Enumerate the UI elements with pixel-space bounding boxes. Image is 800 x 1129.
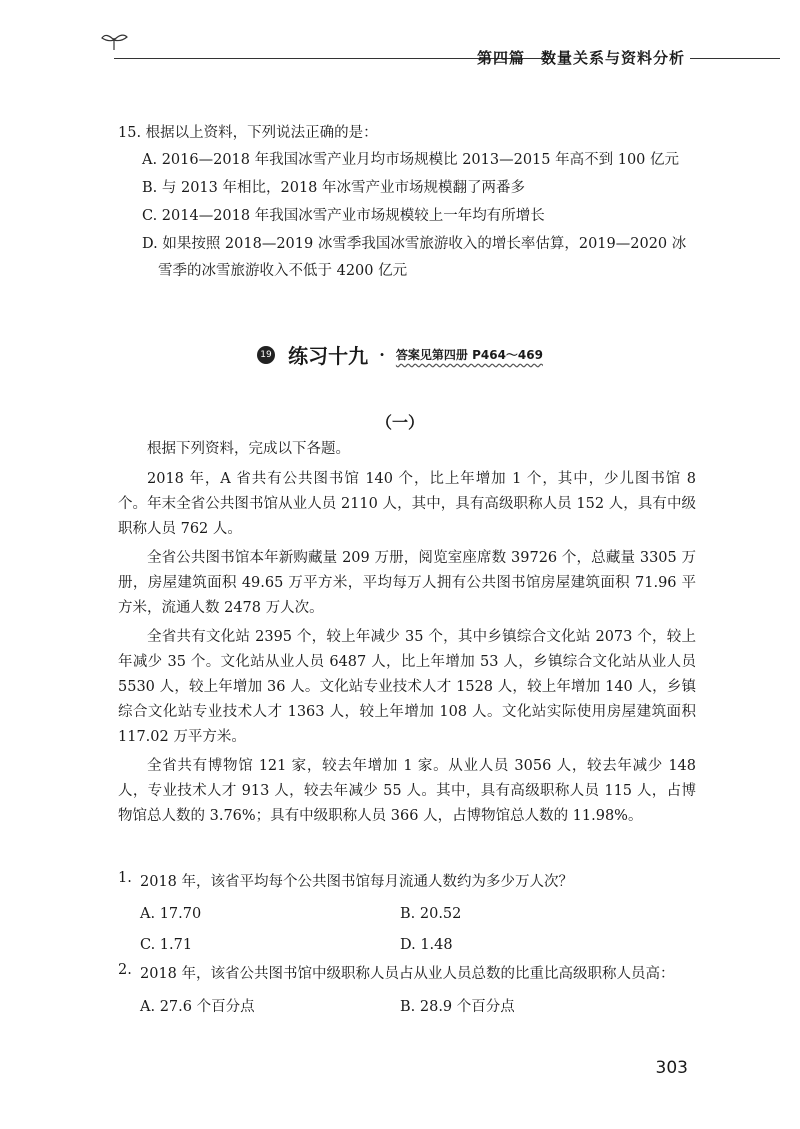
option-d xyxy=(142,234,698,281)
option-d: D. 1.48 xyxy=(400,936,453,953)
question-15-stem: 15. 根据以上资料，下列说法正确的是： xyxy=(118,125,378,141)
passage-intro: 根据下列资料，完成以下各题。 xyxy=(147,441,350,457)
answer-reference: 答案见第四册 P464～469 xyxy=(395,348,543,362)
passage-paragraph: 全省共有博物馆 121 家，较去年增加 1 家。从业人员 3056 人，较去年减少 148 人，专业技术人才 913 人，较去年减少 55 人。其中，具有高级职称人员 115 人，占博物馆总人数的 3.76%；具有中级职称人员 366 人，占博物馆总人数的 11.98%。 xyxy=(118,758,696,824)
exercise-dot: · xyxy=(379,345,385,364)
header-rule-right xyxy=(690,58,780,59)
exercise-badge-icon: 19 xyxy=(257,346,275,364)
question-list xyxy=(118,870,696,1021)
option-b: B. 20.52 xyxy=(400,905,462,922)
passage-paragraph: 2018 年，A 省共有公共图书馆 140 个，比上年增加 1 个，其中，少儿图书馆 8 个。年末全省公共图书馆从业人员 2110 人，其中，具有高级职称人员 152 人，具有中级职称人员 762 人。 xyxy=(118,471,696,537)
question-stem: 2018 年，该省公共图书馆中级职称人员占从业人员总数的比重比高级职称人员高： xyxy=(140,966,675,982)
option-a: A. 27.6 个百分点 xyxy=(140,999,255,1015)
question-number: 2. xyxy=(118,962,132,978)
page-number: 303 xyxy=(655,1058,688,1078)
reading-passage xyxy=(118,437,696,833)
page-header xyxy=(100,28,780,68)
option-b: B. 28.9 个百分点 xyxy=(400,999,515,1015)
question-number: 1. xyxy=(118,870,132,886)
header-title: 第四篇 数量关系与资料分析 xyxy=(476,49,685,67)
question-2 xyxy=(118,962,696,1021)
question-1 xyxy=(118,870,696,960)
exercise-heading xyxy=(0,340,800,369)
option-b: B. 与 2013 年相比，2018 年冰雪产业市场规模翻了两番多 xyxy=(142,180,526,196)
passage-paragraph: 全省公共图书馆本年新购藏量 209 万册，阅览室座席数 39726 个，总藏量 3305 万册，房屋建筑面积 49.65 万平方米，平均每万人拥有公共图书馆房屋建筑面积 71.96 平方米，流通人数 2478 万人次。 xyxy=(118,550,696,616)
exercise-title: 练习十九 xyxy=(288,344,369,368)
option-d-line2: 雪季的冰雪旅游收入不低于 4200 亿元 xyxy=(158,263,408,279)
options xyxy=(140,990,696,1021)
question-15 xyxy=(118,123,698,281)
option-c: C. 2014—2018 年我国冰雪产业市场规模较上一年均有所增长 xyxy=(142,208,545,224)
question-stem: 2018 年，该省平均每个公共图书馆每月流通人数约为多少万人次？ xyxy=(140,874,574,890)
passage-paragraph: 全省共有文化站 2395 个，较上年减少 35 个，其中乡镇综合文化站 2073 个，较上年减少 35 个。文化站从业人员 6487 人，比上年增加 53 人，乡镇综合文化站从业人员 5530 人，较上年增加 36 人。文化站专业技术人才 1528 人，较上年增加 140 人，乡镇综合文化站专业技术人才 1363 人，较上年增加 108 人。文化站实际使用房屋建筑面积 117.02 万平方米。 xyxy=(118,629,696,745)
option-a: A. 2016—2018 年我国冰雪产业月均市场规模比 2013—2015 年高不到 100 亿元 xyxy=(142,152,680,168)
option-d-line1: D. 如果按照 2018—2019 冰雪季我国冰雪旅游收入的增长率估算，2019—2020 冰 xyxy=(142,236,687,252)
option-c: C. 1.71 xyxy=(140,936,193,953)
section-number: （一） xyxy=(375,413,424,432)
option-a: A. 17.70 xyxy=(140,905,202,922)
sprout-icon xyxy=(100,28,130,58)
options xyxy=(140,898,696,960)
